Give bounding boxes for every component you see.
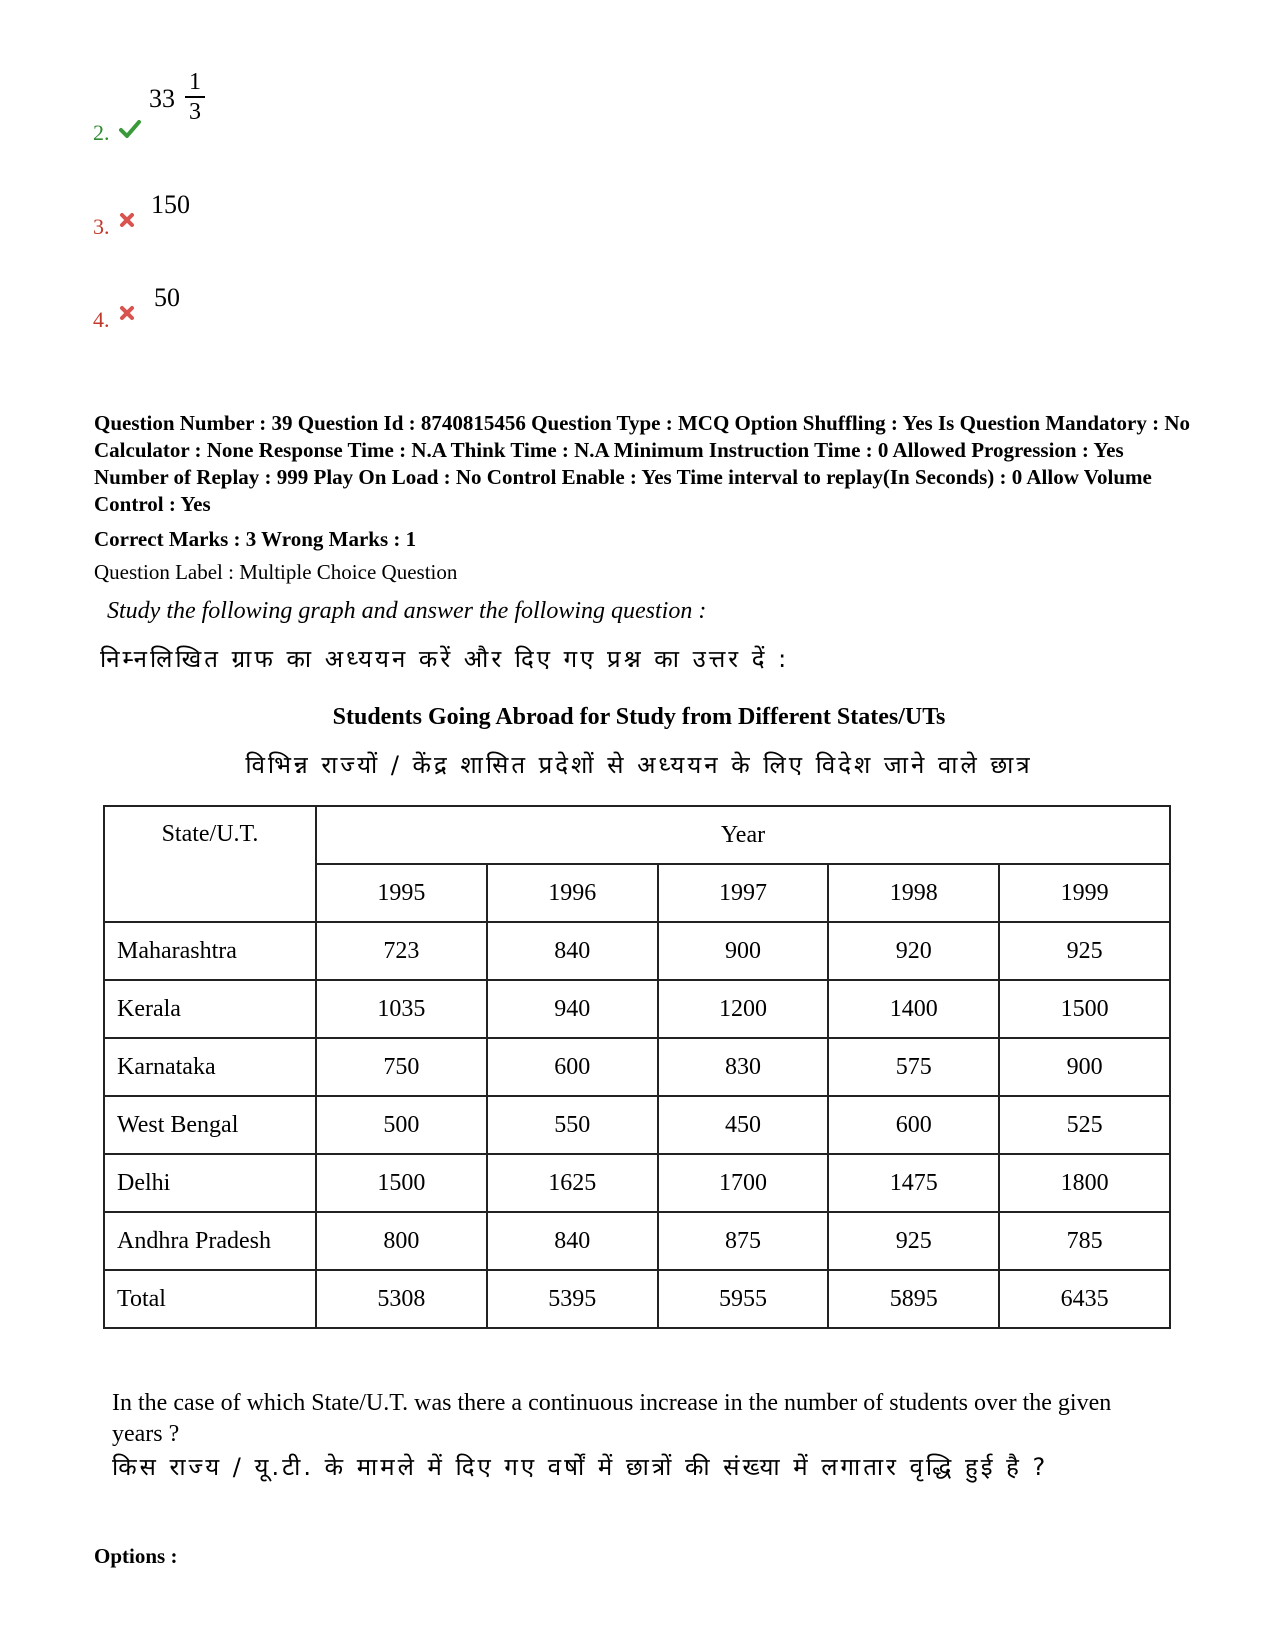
table-row	[104, 1154, 1170, 1212]
state-cell: Andhra Pradesh	[104, 1212, 316, 1270]
value-cell: 925	[999, 922, 1170, 980]
value-cell: 840	[487, 922, 658, 980]
value-cell: 1700	[658, 1154, 829, 1212]
instruction-en: Study the following graph and answer the following question :	[107, 598, 707, 624]
value-cell: 1035	[316, 980, 487, 1038]
cross-icon	[119, 305, 135, 326]
table-row	[104, 922, 1170, 980]
state-cell: Maharashtra	[104, 922, 316, 980]
state-cell: Kerala	[104, 980, 316, 1038]
students-table	[103, 805, 1171, 1329]
value-cell: 550	[487, 1096, 658, 1154]
question-text-en: In the case of which State/U.T. was there a continuous increase in the number of students over the given years ?	[112, 1390, 1112, 1447]
value-cell: 875	[658, 1212, 829, 1270]
value-cell: 600	[828, 1096, 999, 1154]
value-cell: 840	[487, 1212, 658, 1270]
option-number: 3.	[93, 214, 110, 239]
year-cell: 1999	[999, 864, 1170, 922]
marks-info: Correct Marks : 3 Wrong Marks : 1	[94, 527, 417, 551]
table-header-row	[104, 806, 1170, 864]
value-cell: 575	[828, 1038, 999, 1096]
value-cell: 600	[487, 1038, 658, 1096]
value-cell: 450	[658, 1096, 829, 1154]
option-value: 150	[151, 190, 190, 219]
value-cell: 750	[316, 1038, 487, 1096]
value-cell: 500	[316, 1096, 487, 1154]
value-cell: 5955	[658, 1270, 829, 1328]
question-label: Question Label : Multiple Choice Question	[94, 560, 458, 584]
state-cell: Delhi	[104, 1154, 316, 1212]
instruction-hi: निम्नलिखित ग्राफ का अध्ययन करें और दिए गए प्रश्न का उत्तर दें :	[100, 645, 790, 673]
table-row	[104, 1096, 1170, 1154]
value-cell: 1500	[316, 1154, 487, 1212]
year-cell: 1995	[316, 864, 487, 922]
state-cell: Total	[104, 1270, 316, 1328]
header-year: Year	[316, 806, 1170, 864]
value-cell: 940	[487, 980, 658, 1038]
value-cell: 785	[999, 1212, 1170, 1270]
year-cell: 1997	[658, 864, 829, 922]
state-cell: Karnataka	[104, 1038, 316, 1096]
header-state: State/U.T.	[104, 806, 316, 922]
value-cell: 5395	[487, 1270, 658, 1328]
table-row-total	[104, 1270, 1170, 1328]
options-label: Options :	[94, 1544, 178, 1568]
value-cell: 920	[828, 922, 999, 980]
value-cell: 800	[316, 1212, 487, 1270]
table-row	[104, 1212, 1170, 1270]
table-row	[104, 980, 1170, 1038]
table-title-en: Students Going Abroad for Study from Different States/UTs	[332, 704, 946, 730]
check-icon	[119, 120, 141, 143]
table-title-hi: विभिन्न राज्यों / केंद्र शासित प्रदेशों से अध्ययन के लिए विदेश जाने वाले छात्र	[245, 751, 1033, 779]
value-cell: 1475	[828, 1154, 999, 1212]
year-cell: 1998	[828, 864, 999, 922]
value-cell: 1400	[828, 980, 999, 1038]
value-cell: 1625	[487, 1154, 658, 1212]
value-cell: 525	[999, 1096, 1170, 1154]
state-cell: West Bengal	[104, 1096, 316, 1154]
value-cell: 1500	[999, 980, 1170, 1038]
option-number: 2.	[93, 120, 110, 145]
question-metadata: Question Number : 39 Question Id : 8740815456 Question Type : MCQ Option Shuffling : Yes Is Question Mandatory : No Calculator : None Response Time : N.A Think Time : N.A Minimum Instruction Time : 0 Allowed Progression : Yes Number of Replay : 999 Play On Load : No Control Enable : Yes Time interval to replay(In Seconds) : 0 Allow Volume Control : Yes	[94, 411, 1190, 516]
option-number: 4.	[93, 307, 110, 332]
fraction-whole: 33	[149, 84, 175, 113]
value-cell: 6435	[999, 1270, 1170, 1328]
value-cell: 723	[316, 922, 487, 980]
value-cell: 925	[828, 1212, 999, 1270]
value-cell: 1200	[658, 980, 829, 1038]
fraction-denominator: 3	[189, 99, 201, 125]
value-cell: 830	[658, 1038, 829, 1096]
value-cell: 5895	[828, 1270, 999, 1328]
year-cell: 1996	[487, 864, 658, 922]
option-value: 50	[154, 283, 180, 312]
cross-icon	[119, 212, 135, 233]
value-cell: 900	[999, 1038, 1170, 1096]
value-cell: 5308	[316, 1270, 487, 1328]
table-row	[104, 1038, 1170, 1096]
value-cell: 900	[658, 922, 829, 980]
fraction-numerator: 1	[189, 69, 201, 95]
value-cell: 1800	[999, 1154, 1170, 1212]
question-text-hi: किस राज्य / यू.टी. के मामले में दिए गए वर्षों में छात्रों की संख्या में लगातार वृद्धि हुई है ?	[112, 1453, 1049, 1481]
